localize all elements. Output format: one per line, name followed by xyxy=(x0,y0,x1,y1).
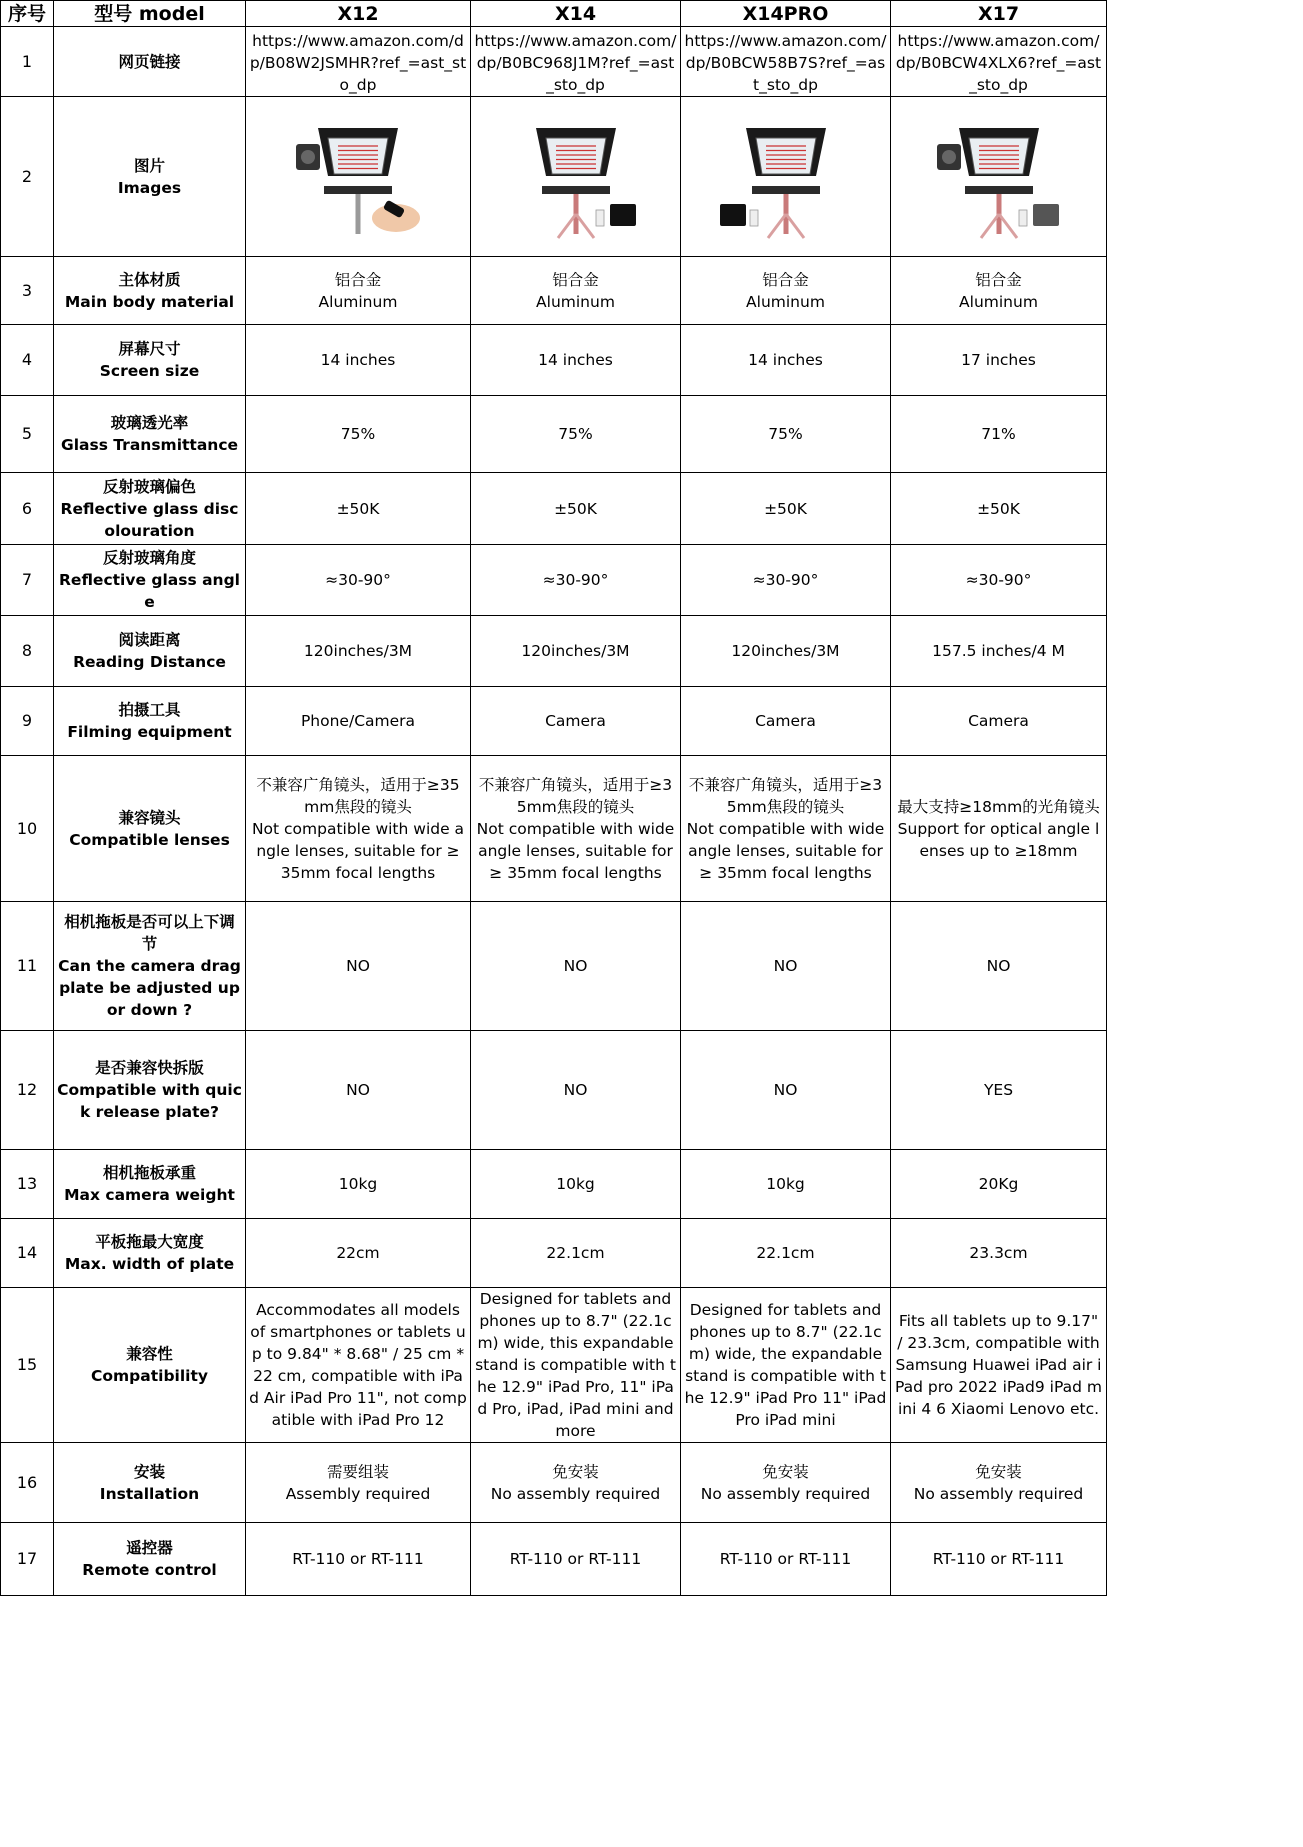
spec-value-en: 75% xyxy=(768,425,803,443)
spec-value xyxy=(471,1150,681,1219)
row-label xyxy=(54,97,246,257)
spec-value xyxy=(246,1523,471,1596)
row-label-zh: 相机拖板是否可以上下调节 xyxy=(64,913,235,953)
row-label-zh: 平板拖最大宽度 xyxy=(95,1233,204,1251)
spec-value-en: https://www.amazon.com/dp/B08W2JSMHR?ref_=ast_sto_dp xyxy=(249,32,467,94)
spec-value xyxy=(471,1288,681,1443)
spec-value xyxy=(891,902,1107,1031)
spec-value-en: RT-110 or RT-111 xyxy=(509,1550,642,1568)
spec-value xyxy=(681,1031,891,1150)
spec-value-en: https://www.amazon.com/dp/B0BCW4XLX6?ref_=ast_sto_dp xyxy=(895,32,1102,94)
row-index: 13 xyxy=(1,1150,54,1219)
spec-value-en: 75% xyxy=(558,425,593,443)
spec-value xyxy=(246,396,471,473)
table-row xyxy=(1,97,1107,257)
spec-value-en: Aluminum xyxy=(746,292,825,311)
spec-value xyxy=(471,756,681,902)
row-label-en: Remote control xyxy=(82,1561,217,1579)
spec-value xyxy=(891,396,1107,473)
spec-value-en: Aluminum xyxy=(318,292,398,311)
row-label-zh: 反射玻璃角度 xyxy=(102,549,196,567)
table-row xyxy=(1,473,1107,545)
spec-value-en: 75% xyxy=(340,425,376,443)
row-label-en: Main body material xyxy=(64,292,235,311)
spec-value-en: 22.1cm xyxy=(756,1244,815,1262)
spec-value-en: NO xyxy=(346,957,370,975)
spec-value-en: Accommodates all models of smartphones or tablets up to 9.84" * 8.68" / 25 cm * 22 cm, compatible with iPad Air iPad Pro 11", not compatible with iPad Pro 12 xyxy=(249,1301,467,1429)
row-index: 17 xyxy=(1,1523,54,1596)
row-label-en: Max camera weight xyxy=(64,1186,235,1204)
row-label-en: Screen size xyxy=(99,362,200,380)
spec-value xyxy=(246,616,471,687)
spec-value-zh: 不兼容广角镜头，适用于≥35mm焦段的镜头 xyxy=(688,775,883,816)
product-link[interactable] xyxy=(891,27,1107,97)
row-label xyxy=(54,27,246,97)
table-row xyxy=(1,257,1107,325)
row-label-en: Glass Transmittance xyxy=(60,436,239,454)
spec-value-zh: 铝合金 xyxy=(762,270,809,289)
spec-value-zh: 免安装 xyxy=(975,1462,1022,1481)
spec-value-en: ≈30-90° xyxy=(965,571,1032,589)
product-link[interactable] xyxy=(471,27,681,97)
spec-value xyxy=(471,1219,681,1288)
table-row xyxy=(1,545,1107,616)
row-label-en: Compatible with quick release plate? xyxy=(57,1081,242,1121)
spec-value-en: No assembly required xyxy=(913,1484,1084,1503)
spec-value-en: Designed for tablets and phones up to 8.7" (22.1cm) wide, this expandable stand is compatible with the 12.9" iPad Pro, 11" iPad Pro, iPad, iPad mini and more xyxy=(475,1290,676,1440)
spec-value-en: NO xyxy=(986,957,1011,975)
row-label-zh: 兼容镜头 xyxy=(118,808,181,827)
spec-value-en: 10kg xyxy=(556,1175,595,1193)
spec-value-en: 10kg xyxy=(338,1175,378,1193)
header-index: 序号 xyxy=(1,1,54,27)
spec-value-en: RT-110 or RT-111 xyxy=(719,1550,852,1568)
row-label xyxy=(54,756,246,902)
row-label-zh: 玻璃透光率 xyxy=(110,414,189,432)
spec-value-en: 23.3cm xyxy=(969,1244,1028,1262)
table-row xyxy=(1,756,1107,902)
row-label-en: Compatibility xyxy=(91,1367,208,1385)
row-index: 10 xyxy=(1,756,54,902)
row-label-zh: 主体材质 xyxy=(118,270,181,289)
table-row xyxy=(1,1523,1107,1596)
spec-value-en: ≈30-90° xyxy=(752,571,819,589)
spec-value xyxy=(891,616,1107,687)
row-index: 1 xyxy=(1,27,54,97)
row-index: 7 xyxy=(1,545,54,616)
spec-value xyxy=(246,257,471,325)
spec-value-en: Not compatible with wide angle lenses, suitable for ≥ 35mm focal lengths xyxy=(476,819,675,882)
spec-value xyxy=(471,1523,681,1596)
spec-value xyxy=(246,1150,471,1219)
row-label-zh: 屏幕尺寸 xyxy=(118,340,181,358)
table-row xyxy=(1,325,1107,396)
spec-value-zh: 免安装 xyxy=(762,1462,809,1481)
spec-value xyxy=(471,257,681,325)
header-row xyxy=(1,1,1107,27)
spec-value xyxy=(681,1150,891,1219)
table-row xyxy=(1,1288,1107,1443)
product-image xyxy=(681,97,891,257)
row-label xyxy=(54,545,246,616)
spec-value-en: Support for optical angle lenses up to ≥18mm xyxy=(897,819,1100,860)
product-link[interactable] xyxy=(246,27,471,97)
spec-value-zh: 不兼容广角镜头，适用于≥35mm焦段的镜头 xyxy=(256,775,460,816)
spec-value-en: Camera xyxy=(755,712,816,730)
row-index: 15 xyxy=(1,1288,54,1443)
spec-value-en: ±50K xyxy=(554,499,597,518)
spec-value-en: NO xyxy=(773,1081,798,1099)
spec-value-en: NO xyxy=(773,957,798,975)
table-row xyxy=(1,1443,1107,1523)
row-label-zh: 阅读距离 xyxy=(118,631,181,649)
header-model-3: X14PRO xyxy=(681,1,891,27)
spec-value xyxy=(891,1288,1107,1443)
spec-value xyxy=(246,687,471,756)
spec-value xyxy=(891,1523,1107,1596)
spec-value xyxy=(681,1288,891,1443)
spec-value xyxy=(246,1443,471,1523)
row-label-zh: 兼容性 xyxy=(126,1345,173,1363)
spec-value xyxy=(471,687,681,756)
row-label-en: Reading Distance xyxy=(73,653,226,671)
row-label-en: Reflective glass discolouration xyxy=(60,499,239,540)
spec-value xyxy=(891,1150,1107,1219)
row-index: 9 xyxy=(1,687,54,756)
row-index: 2 xyxy=(1,97,54,257)
spec-value xyxy=(246,473,471,545)
table-row xyxy=(1,687,1107,756)
spec-value xyxy=(891,687,1107,756)
spec-value xyxy=(681,1523,891,1596)
row-index: 4 xyxy=(1,325,54,396)
table-row xyxy=(1,902,1107,1031)
spec-value xyxy=(471,396,681,473)
spec-value xyxy=(681,325,891,396)
spec-value-en: 17 inches xyxy=(961,351,1036,369)
spec-value-en: 157.5 inches/4 M xyxy=(932,642,1065,660)
row-label-zh: 拍摄工具 xyxy=(118,701,181,719)
spec-value xyxy=(471,545,681,616)
product-image xyxy=(891,97,1107,257)
spec-value-en: Not compatible with wide angle lenses, suitable for ≥ 35mm focal lengths xyxy=(251,819,465,882)
row-label xyxy=(54,1150,246,1219)
table-row xyxy=(1,396,1107,473)
row-label-en: Filming equipment xyxy=(67,723,232,741)
row-index: 8 xyxy=(1,616,54,687)
spec-value-en: 22cm xyxy=(336,1244,380,1262)
spec-value xyxy=(681,687,891,756)
row-label-en: Installation xyxy=(99,1484,200,1503)
row-label xyxy=(54,616,246,687)
row-label xyxy=(54,902,246,1031)
spec-value-en: 120inches/3M xyxy=(521,642,630,660)
row-index: 6 xyxy=(1,473,54,545)
table-row xyxy=(1,1219,1107,1288)
spec-value xyxy=(471,616,681,687)
row-label-zh: 反射玻璃偏色 xyxy=(102,477,196,496)
row-label xyxy=(54,1523,246,1596)
row-label-zh: 遥控器 xyxy=(126,1539,173,1557)
spec-value xyxy=(891,1031,1107,1150)
header-model-4: X17 xyxy=(891,1,1107,27)
spec-value-en: 10kg xyxy=(766,1175,805,1193)
spec-value-en: https://www.amazon.com/dp/B0BC968J1M?ref_=ast_sto_dp xyxy=(474,32,677,94)
row-label-zh: 网页链接 xyxy=(118,52,181,71)
spec-value xyxy=(471,902,681,1031)
spec-value-zh: 需要组装 xyxy=(326,1462,389,1481)
row-label xyxy=(54,1443,246,1523)
row-index: 12 xyxy=(1,1031,54,1150)
spec-value-en: 22.1cm xyxy=(546,1244,605,1262)
spec-value xyxy=(471,1443,681,1523)
spec-value-en: NO xyxy=(563,1081,588,1099)
spec-value xyxy=(681,473,891,545)
spec-value-en: Not compatible with wide angle lenses, suitable for ≥ 35mm focal lengths xyxy=(686,819,885,882)
spec-value-en: 14 inches xyxy=(538,351,613,369)
row-label-zh: 安装 xyxy=(133,1462,165,1481)
spec-value xyxy=(891,1443,1107,1523)
spec-value xyxy=(471,1031,681,1150)
row-label-zh: 图片 xyxy=(133,156,165,175)
spec-value xyxy=(246,1031,471,1150)
row-label-en: Images xyxy=(117,178,182,197)
spec-value-en: ±50K xyxy=(764,499,807,518)
spec-value xyxy=(246,325,471,396)
row-index: 3 xyxy=(1,257,54,325)
row-label-zh: 相机拖板承重 xyxy=(102,1164,196,1182)
row-index: 5 xyxy=(1,396,54,473)
table-row xyxy=(1,616,1107,687)
spec-value-en: No assembly required xyxy=(490,1484,661,1503)
spec-value-en: Aluminum xyxy=(536,292,615,311)
table-row xyxy=(1,27,1107,97)
spec-value xyxy=(681,1443,891,1523)
spec-value-en: NO xyxy=(346,1081,370,1099)
spec-value-en: 120inches/3M xyxy=(731,642,840,660)
table-row xyxy=(1,1150,1107,1219)
spec-value-en: ≈30-90° xyxy=(542,571,609,589)
row-index: 14 xyxy=(1,1219,54,1288)
spec-value-en: Phone/Camera xyxy=(300,712,416,730)
row-label xyxy=(54,1288,246,1443)
row-index: 11 xyxy=(1,902,54,1031)
row-label-en: Compatible lenses xyxy=(69,830,230,849)
spec-value-en: 20Kg xyxy=(978,1175,1019,1193)
spec-value-zh: 铝合金 xyxy=(552,270,599,289)
spec-value-en: 14 inches xyxy=(748,351,823,369)
spec-value xyxy=(891,325,1107,396)
spec-value xyxy=(246,1219,471,1288)
spec-value xyxy=(246,545,471,616)
row-label xyxy=(54,1031,246,1150)
row-label-en: Max. width of plate xyxy=(64,1255,235,1273)
row-label xyxy=(54,257,246,325)
row-label-en: Reflective glass angle xyxy=(59,571,240,611)
spec-value xyxy=(471,325,681,396)
spec-value xyxy=(681,396,891,473)
spec-value-zh: 最大支持≥18mm的光角镜头 xyxy=(897,797,1100,816)
spec-value xyxy=(891,545,1107,616)
row-label xyxy=(54,687,246,756)
spec-value-en: 14 inches xyxy=(320,351,396,369)
spec-value xyxy=(891,257,1107,325)
spec-value-en: Designed for tablets and phones up to 8.7" (22.1cm) wide, the expandable stand is compatible with the 12.9" iPad Pro 11" iPad Pro iPad mini xyxy=(684,1301,887,1429)
spec-value-en: No assembly required xyxy=(700,1484,871,1503)
row-label-zh: 是否兼容快拆版 xyxy=(95,1059,204,1077)
spec-value-zh: 不兼容广角镜头，适用于≥35mm焦段的镜头 xyxy=(478,775,673,816)
header-model-1: X12 xyxy=(246,1,471,27)
row-label xyxy=(54,325,246,396)
spec-value xyxy=(681,902,891,1031)
row-label xyxy=(54,473,246,545)
spec-value-en: 71% xyxy=(981,425,1016,443)
spec-value-en: Fits all tablets up to 9.17" / 23.3cm, compatible with Samsung Huawei iPad air iPad pro 2022 iPad9 iPad mini 4 6 Xiaomi Lenovo etc. xyxy=(895,1312,1102,1418)
product-image xyxy=(471,97,681,257)
spec-value xyxy=(681,545,891,616)
spec-value-en: ≈30-90° xyxy=(325,571,391,589)
header-model-2: X14 xyxy=(471,1,681,27)
spec-value-zh: 铝合金 xyxy=(334,270,382,289)
row-index: 16 xyxy=(1,1443,54,1523)
spec-value xyxy=(246,756,471,902)
spec-value-en: 120inches/3M xyxy=(303,642,413,660)
spec-value xyxy=(681,257,891,325)
row-label xyxy=(54,396,246,473)
spec-value-en: https://www.amazon.com/dp/B0BCW58B7S?ref_=ast_sto_dp xyxy=(684,32,887,94)
spec-value-en: Assembly required xyxy=(285,1484,431,1503)
spec-value-en: Aluminum xyxy=(959,292,1038,311)
spec-value-en: RT-110 or RT-111 xyxy=(932,1550,1065,1568)
table-row xyxy=(1,1031,1107,1150)
spec-value xyxy=(891,756,1107,902)
spec-value-en: Camera xyxy=(968,712,1029,730)
product-image xyxy=(246,97,471,257)
spec-value-zh: 铝合金 xyxy=(975,270,1022,289)
spec-value xyxy=(246,1288,471,1443)
spec-value-en: NO xyxy=(563,957,588,975)
spec-value xyxy=(246,902,471,1031)
spec-value xyxy=(681,1219,891,1288)
spec-value xyxy=(471,473,681,545)
spec-value xyxy=(891,473,1107,545)
spec-value-en: ±50K xyxy=(977,499,1020,518)
spec-value-zh: 免安装 xyxy=(552,1462,599,1481)
spec-value-en: RT-110 or RT-111 xyxy=(292,1550,424,1568)
spec-value xyxy=(681,756,891,902)
spec-value-en: YES xyxy=(983,1081,1014,1099)
spec-value xyxy=(681,616,891,687)
product-link[interactable] xyxy=(681,27,891,97)
spec-value xyxy=(891,1219,1107,1288)
spec-value-en: ±50K xyxy=(336,499,380,518)
header-model: 型号 model xyxy=(54,1,246,27)
spec-value-en: Camera xyxy=(545,712,606,730)
row-label xyxy=(54,1219,246,1288)
row-label-en: Can the camera drag plate be adjusted up or down ? xyxy=(58,957,241,1019)
